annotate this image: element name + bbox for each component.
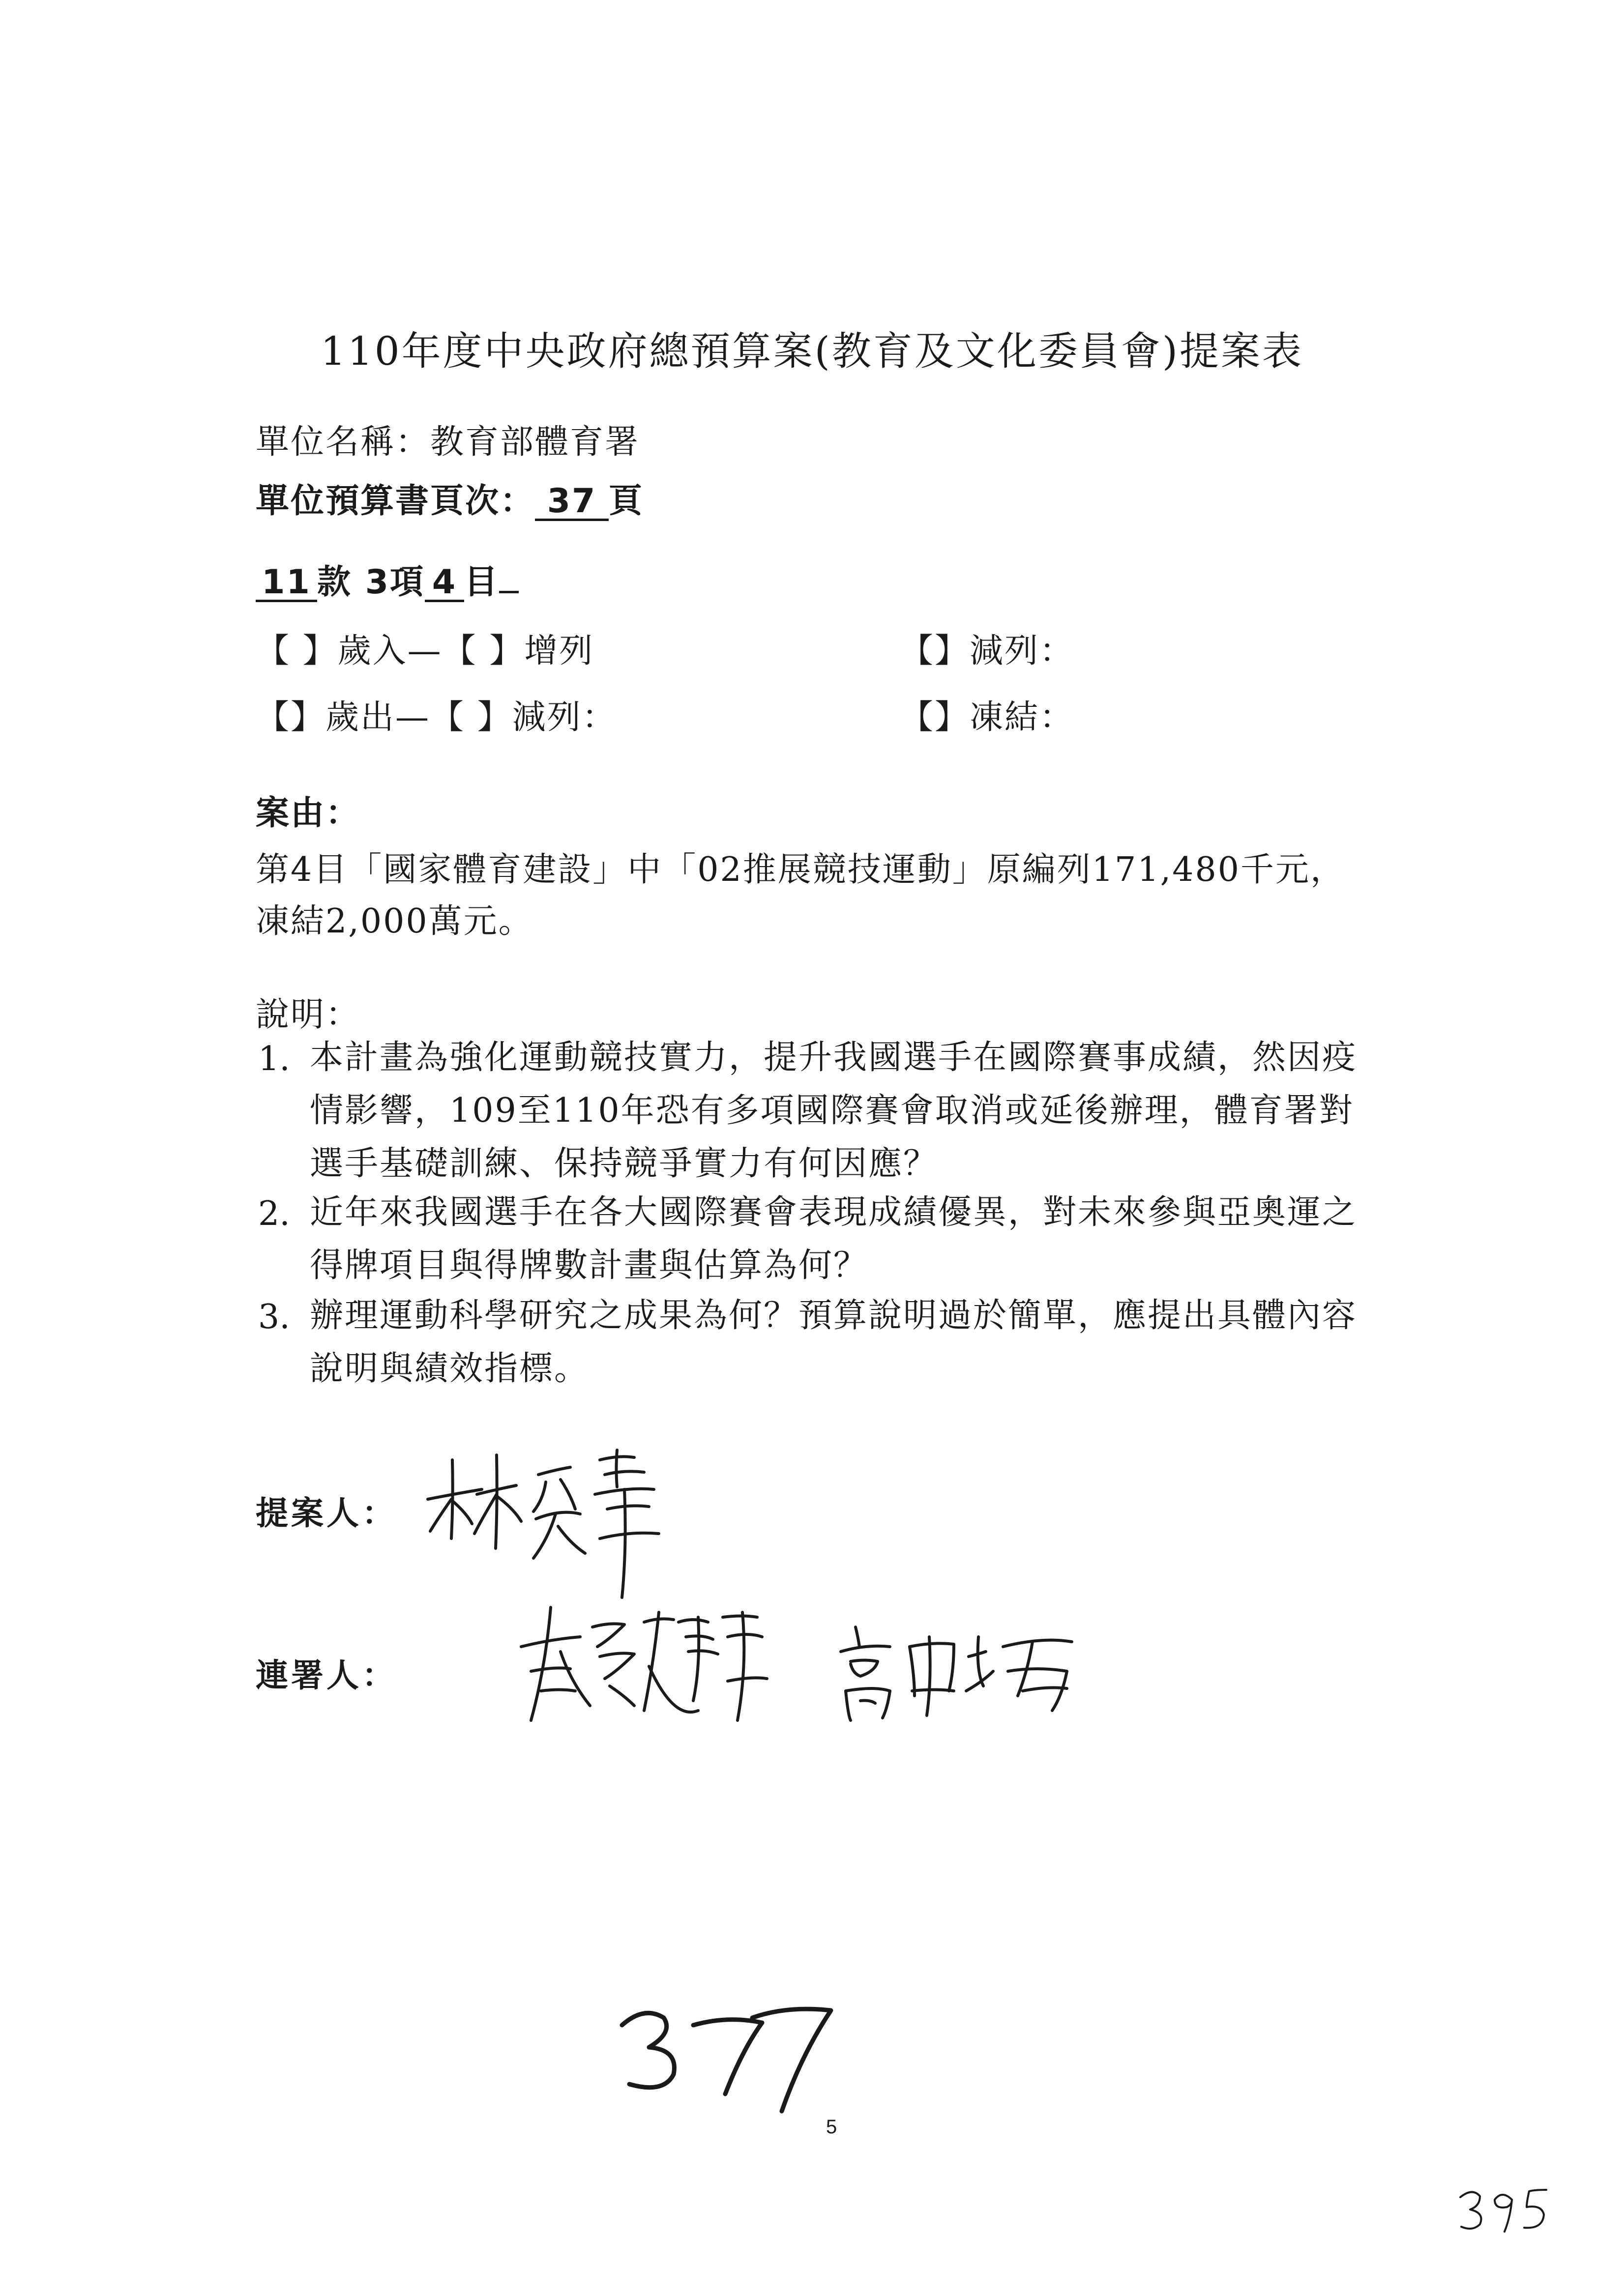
budget-page-label: 單位預算書頁次： xyxy=(256,482,535,521)
page-title: 110年度中央政府總預算案(教育及文化委員會)提案表 xyxy=(320,328,1304,374)
item-text: 本計畫為強化運動競技實力，提升我國選手在國際賽事成績，然因疫情影響，109至110年恐有多項國際賽會取消或延後辦理，體育署對選手基礎訓練、保持競爭實力有何因應？ xyxy=(310,1038,1358,1183)
corner-number xyxy=(1455,2182,1554,2237)
mu-value: 4 xyxy=(425,565,464,602)
revenue-option: 【 】歲入—【 】增列 xyxy=(256,632,594,670)
xiang-value: 3 xyxy=(365,563,390,602)
mu-label: 目 xyxy=(464,563,500,602)
budget-page-row xyxy=(256,474,644,522)
item-number: 3. xyxy=(258,1298,290,1337)
xiang-label: 項 xyxy=(390,563,425,602)
item-number: 2. xyxy=(258,1194,290,1233)
cosigner-label: 連署人： xyxy=(256,1657,397,1694)
kuan-label: 款 xyxy=(317,563,353,602)
kuan-value: 11 xyxy=(256,565,317,602)
reason-heading: 案由： xyxy=(256,794,361,833)
unit-name-label: 單位名稱： xyxy=(256,423,431,462)
item-text: 辦理運動科學研究之成果為何？預算說明過於簡單，應提出具體內容說明與績效指標。 xyxy=(310,1296,1358,1388)
unit-name-row xyxy=(256,415,640,463)
reason-line-1: 第4目「國家體育建設」中「02推展競技運動」原編列171,480千元， xyxy=(256,850,1345,889)
budget-category-row xyxy=(256,555,519,603)
freeze-option: 【】凍結： xyxy=(900,698,1075,737)
item-number: 1. xyxy=(258,1040,290,1078)
page-number: 5 xyxy=(826,2116,837,2138)
budget-page-value: 37 xyxy=(535,484,609,521)
reduce-option-row1: 【】減列： xyxy=(900,632,1075,670)
unit-name-value: 教育部體育署 xyxy=(430,423,640,462)
handwritten-page-number xyxy=(615,1996,841,2114)
proposer-signature xyxy=(423,1440,698,1602)
explanation-heading: 說明： xyxy=(256,995,361,1034)
proposer-label: 提案人： xyxy=(256,1494,397,1532)
budget-page-suffix: 頁 xyxy=(609,482,644,521)
cosigner-signature-1 xyxy=(511,1593,801,1750)
reason-line-2: 凍結2,000萬元。 xyxy=(256,902,533,941)
cosigner-signature-2 xyxy=(836,1617,1092,1725)
expenditure-option: 【】歲出—【 】減列： xyxy=(256,698,617,737)
item-text: 近年來我國選手在各大國際賽會表現成績優異，對未來參與亞奧運之得牌項目與得牌數計畫與估算為何？ xyxy=(310,1193,1358,1285)
category-trailing-blank xyxy=(499,591,519,593)
